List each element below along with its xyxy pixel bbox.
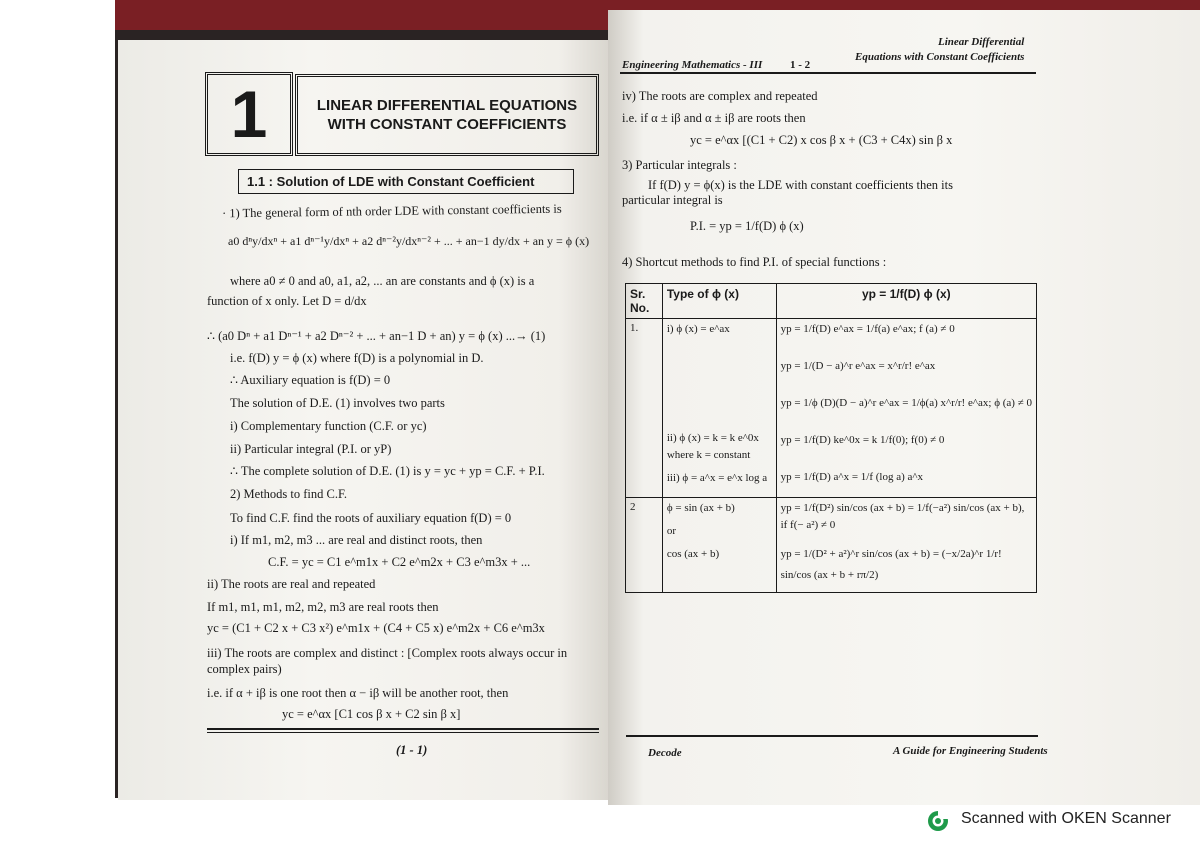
column-header-yp: yp = 1/f(D) ϕ (x) <box>776 284 1036 319</box>
text-line: i) Complementary function (C.F. or yc) <box>230 419 427 433</box>
equation-line: a0 dⁿy/dxⁿ + a1 dⁿ⁻¹y/dxⁿ + a2 dⁿ⁻²y/dxⁿ⁻² + ... + an−1 dy/dx + an y = ϕ (x) <box>228 234 590 248</box>
table-header-row <box>626 284 1037 319</box>
scanner-logo-icon <box>927 810 949 832</box>
chapter-title-box <box>295 74 599 156</box>
table-row <box>626 319 1037 498</box>
cell-sr: 2 <box>626 498 663 593</box>
formula-line: yp = 1/f(D²) sin/cos (ax + b) = 1/f(−a²) sin/cos (ax + b), <box>780 502 1025 514</box>
text-line: ii) Particular integral (P.I. or yP) <box>230 442 392 456</box>
running-header-right-2: Equations with Constant Coefficients <box>855 51 1025 63</box>
cell-type <box>662 498 776 593</box>
chapter-number-box <box>205 72 293 156</box>
equation-line: yc = e^αx [C1 cos β x + C2 sin β x] <box>282 707 461 721</box>
equation-line: C.F. = yc = C1 e^m1x + C2 e^m2x + C3 e^m3x + ... <box>268 555 531 569</box>
cell-formula <box>776 498 1036 593</box>
text-line: ∴ The complete solution of D.E. (1) is y = yc + yp = C.F. + P.I. <box>230 464 545 478</box>
text-line: i.e. if α + iβ is one root then α − iβ will be another root, then <box>207 686 509 700</box>
text-line: · 1) The general form of nth order LDE with constant coefficients is <box>221 201 562 221</box>
cell-formula <box>776 319 1036 498</box>
text-line: ∴ Auxiliary equation is f(D) = 0 <box>230 373 391 387</box>
text-line: i) If m1, m2, m3 ... are real and distinct roots, then <box>230 533 483 547</box>
formula-line: yp = 1/f(D) a^x = 1/f (log a) a^x <box>780 471 924 483</box>
formula-line: sin/cos (ax + b + rπ/2) <box>780 569 879 581</box>
formula-line: yp = 1/ϕ (D)(D − a)^r e^ax = 1/ϕ(a) x^r/r! e^ax; ϕ (a) ≠ 0 <box>780 397 1032 409</box>
type-line: where k = constant <box>666 449 751 461</box>
left-footer-rule <box>207 728 599 730</box>
type-line: or <box>666 525 677 537</box>
text-line: function of x only. Let D = d/dx <box>207 294 367 308</box>
text-line: If f(D) y = ϕ(x) is the LDE with constant coefficients then its <box>648 178 953 192</box>
text-line: 3) Particular integrals : <box>622 158 737 172</box>
type-line: ii) ϕ (x) = k = k e^0x <box>666 432 759 444</box>
formula-line: if f(− a²) ≠ 0 <box>780 519 836 531</box>
formula-line: yp = 1/f(D) e^ax = 1/f(a) e^ax; f (a) ≠ 0 <box>780 323 955 335</box>
running-header-page: 1 - 2 <box>790 59 811 71</box>
type-line: cos (ax + b) <box>666 548 720 560</box>
shortcut-methods-table <box>625 283 1037 593</box>
text-line: complex pairs) <box>207 662 282 676</box>
equation-line: ∴ (a0 Dⁿ + a1 Dⁿ⁻¹ + a2 Dⁿ⁻² + ... + an−1 D + an) y = ϕ (x) ...→ (1) <box>207 329 546 343</box>
formula-line: yp = 1/f(D) ke^0x = k 1/f(0); f(0) ≠ 0 <box>780 434 945 446</box>
text-line: The solution of D.E. (1) involves two parts <box>230 396 445 410</box>
section-heading: 1.1 : Solution of LDE with Constant Coefficient <box>238 169 574 194</box>
type-line: iii) ϕ = a^x = e^x log a <box>666 472 768 484</box>
type-line: i) ϕ (x) = e^ax <box>666 323 730 335</box>
column-header-type: Type of ϕ (x) <box>662 284 776 319</box>
chapter-number: 1 <box>230 77 268 151</box>
column-header-sr: Sr. No. <box>626 284 663 319</box>
text-line: 4) Shortcut methods to find P.I. of special functions : <box>622 255 887 269</box>
equation-line: P.I. = yp = 1/f(D) ϕ (x) <box>690 219 804 233</box>
text-line: If m1, m1, m1, m2, m2, m3 are real roots then <box>207 600 439 614</box>
text-line: i.e. if α ± iβ and α ± iβ are roots then <box>622 111 806 125</box>
table-row <box>626 498 1037 593</box>
left-page-number: (1 - 1) <box>396 743 428 757</box>
running-header-right-1: Linear Differential <box>938 36 1025 48</box>
text-line: ii) The roots are real and repeated <box>207 577 376 591</box>
right-header-rule <box>620 72 1036 74</box>
chapter-title-line1: LINEAR DIFFERENTIAL EQUATIONS <box>316 97 578 114</box>
cell-type <box>662 319 776 498</box>
chapter-title-line2: WITH CONSTANT COEFFICIENTS <box>327 116 567 133</box>
footer-guide: A Guide for Engineering Students <box>893 745 1048 757</box>
cell-sr: 1. <box>626 319 663 498</box>
text-line: where a0 ≠ 0 and a0, a1, a2, ... an are constants and ϕ (x) is a <box>230 274 535 288</box>
text-line: To find C.F. find the roots of auxiliary equation f(D) = 0 <box>230 511 512 525</box>
text-line: iii) The roots are complex and distinct : [Complex roots always occur in <box>207 646 568 660</box>
text-line: 2) Methods to find C.F. <box>230 487 348 501</box>
text-line: iv) The roots are complex and repeated <box>622 89 818 103</box>
type-line: ϕ = sin (ax + b) <box>666 502 735 514</box>
right-footer-rule <box>626 735 1038 737</box>
equation-line: yc = e^αx [(C1 + C2) x cos β x + (C3 + C4x) sin β x <box>690 133 953 147</box>
running-header-left: Engineering Mathematics - III <box>622 59 763 71</box>
scanner-watermark-text: Scanned with OKEN Scanner <box>961 810 1171 827</box>
formula-line: yp = 1/(D² + a²)^r sin/cos (ax + b) = (−x/2a)^r 1/r! <box>780 548 1002 560</box>
formula-line: yp = 1/(D − a)^r e^ax = x^r/r! e^ax <box>780 360 936 372</box>
footer-publisher: Decode <box>648 747 682 759</box>
equation-line: yc = (C1 + C2 x + C3 x²) e^m1x + (C4 + C5 x) e^m2x + C6 e^m3x <box>207 621 545 635</box>
text-line: particular integral is <box>622 193 723 207</box>
left-footer-rule-thin <box>207 732 599 733</box>
text-line: i.e. f(D) y = ϕ (x) where f(D) is a polynomial in D. <box>230 351 484 365</box>
